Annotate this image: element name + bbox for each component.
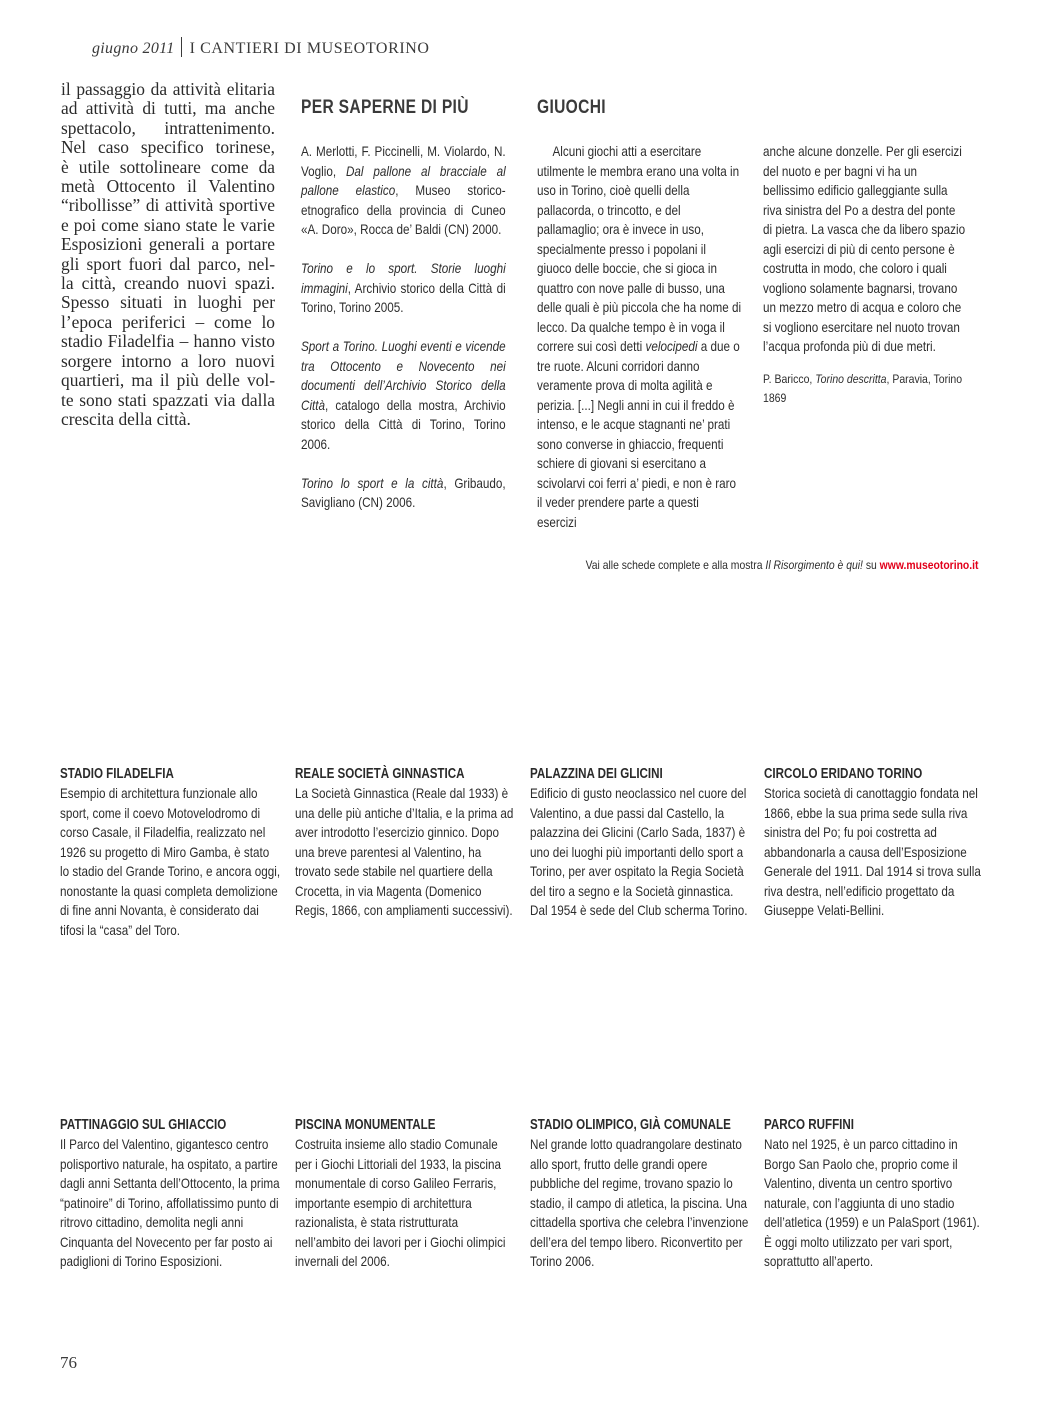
header-date: giugno 2011 — [92, 40, 175, 57]
card-body: La Società Ginnastica (Reale dal 1933) è una delle più antiche d’Italia, e la prima ad aver introdotto l’esercizio ginnico. Dopo una breve parentesi al Valentino, ha trovato sede stabile nel quartiere della Crocetta, in via Magenta (Domenico Regis, 1866, con ampliamenti successivi). — [295, 786, 514, 918]
giuochi-source: P. Baricco, Torino descritta, Paravia, Torino 1869 — [763, 371, 963, 405]
intro-line: la città, creando nuovi spazi. — [61, 273, 275, 294]
intro-line: e poi come siano state le varie — [61, 214, 275, 235]
card-stadio-filadelfia — [60, 765, 316, 940]
museum-link-line: Vai alle schede complete e alla mostra Il Risorgimento è qui! su www.museotorino.it — [585, 558, 978, 572]
intro-line: l’epoca periferici – come lo — [61, 311, 275, 332]
card-pattinaggio-sul-ghiaccio — [60, 1116, 316, 1272]
intro-line: Spesso situati in luoghi per — [61, 292, 275, 313]
card-title: PALAZZINA DEI GLICINI — [530, 766, 663, 782]
card-piscina-monumentale — [295, 1116, 551, 1272]
card-body: Esempio di architettura funzionale allo sport, come il coevo Motovelodromo di corso Casale, il Filadelfia, realizzato nel 1926 su progetto di Miro Gamba, è stato lo stadio del Grande Torino, e ancora oggi, nonostante la quasi completa demolizione di fine anni Novanta, è considerato dai tifosi la “casa” del Toro. — [60, 786, 281, 938]
giuochi-quote-continued: anche alcune donzelle. Per gli esercizi del nuoto e per bagni vi ha un bellissimo edificio galleggiante sulla riva sinistra del Po a destra del ponte di pietra. La vasca che da libero spazio agli esercizi di più di cento persone è costrutta in modo, che coloro i quali vogliono solamente bagnarsi, trovano un mezzo metro di acqua e coloro che si vogliono esercitare nel nuoto trovan l’acqua profonda più di due metri. — [763, 144, 966, 354]
header-title: I CANTIERI DI MUSEOTORINO — [189, 40, 430, 57]
intro-line: il passaggio da attività elitaria — [61, 79, 275, 99]
intro-line: crescita della città. — [61, 408, 191, 429]
intro-line: gli sport fuori dal parco, nel- — [61, 253, 275, 274]
card-body: Edificio di gusto neoclassico nel cuore del Valentino, a due passi dal Castello, la palazzina dei Glicini (Carlo Sada, 1837) è uno dei luoghi più importanti dello sport a Torino, per aver ospitato la Regia Società del tiro a segno e la Società ginnastica. Dal 1954 è sede del Club scherma Torino. — [530, 786, 748, 918]
bibliography-heading: PER SAPERNE DI PIÙ — [301, 97, 469, 118]
bibliography-entry: Torino lo sport e la città, Gribaudo, Savigliano (CN) 2006. — [301, 475, 506, 510]
running-header — [92, 37, 430, 59]
intro-line: metà Ottocento il Valentino — [61, 176, 275, 197]
card-palazzina-dei-glicini — [530, 765, 786, 921]
bibliography-entry: Torino e lo sport. Storie luoghi immagini, Archivio storico della Città di Torino, Torino 2005. — [301, 261, 506, 315]
intro-line: Nel caso specifico torinese, — [61, 137, 275, 158]
card-title: CIRCOLO ERIDANO TORINO — [764, 766, 923, 782]
bibliography-list — [301, 142, 539, 532]
card-reale-societa-ginnastica — [295, 765, 551, 921]
card-body: Il Parco del Valentino, gigantesco centro polisportivo naturale, ha ospitato, a partire dagli anni Settanta dell’Ottocento, la prima “patinoire” di Torino, affollatissimo punto di ritrovo cittadino, demolita negli anni Cinquanta del Novecento per far posto ai padiglioni di Torino Esposizioni. — [60, 1137, 280, 1269]
card-title: PARCO RUFFINI — [764, 1117, 855, 1133]
card-stadio-olimpico — [530, 1116, 786, 1272]
card-circolo-eridano-torino — [764, 765, 1020, 921]
intro-paragraph — [61, 80, 275, 429]
card-body: Storica società di canottaggio fondata nel 1866, ebbe la sua prima sede sulla riva sinistra del Po; fu poi costretta ad abbandonarla a causa dell’Esposizione Generale del 1911. Dal 1914 si trova sulla riva destra, nell’edificio progettato da Giuseppe Velati-Bellini. — [764, 786, 981, 918]
intro-line: “ribollisse” di attività sportive — [61, 195, 275, 216]
museotorino-link[interactable]: www.museotorino.it — [879, 558, 978, 572]
card-parco-ruffini — [764, 1116, 1020, 1272]
intro-line: quartieri, ma il più delle vol- — [61, 370, 275, 391]
bibliography-entry: A. Merlotti, F. Piccinelli, M. Violardo, N. Voglio, Dal pallone al bracciale al pallone elastico, Museo storico-etnografico della provincia di Cuneo «A. Doro», Rocca de’ Baldi (CN) 2000. — [301, 144, 506, 237]
intro-line: sorgere intorno a loro nuovi — [61, 350, 275, 371]
intro-line: te sono stati spazzati via dalla — [61, 389, 275, 410]
giuochi-quote-column-1 — [537, 142, 775, 532]
bibliography-entry: Sport a Torino. Luoghi eventi e vicende tra Ottocento e Novecento nei documenti dell’Archivio Storico della Città, catalogo della mostra, Archivio storico della Città di Torino, Torino 2006. — [301, 339, 506, 452]
giuochi-quote-text: Alcuni giochi atti a esercitare utilmente le membra erano una volta in uso in Torino, cioè quelli della pallacorda, o trincotto, e del pallamaglio; ora è invece in uso, specialmente presso i popolani il giuoco delle boccie, che si gioca in quattro con nove palle di busso, una delle quali è più piccola che ha nome di lecco. Da qualche tempo è in voga il correre sui così detti velocipedi a due o tre ruote. Alcuni corridori danno veramente prova di molta agilità e perizia. [...] Negli anni in cui il freddo è intenso, e le acque stagnanti ne’ prati sono converse in ghiaccio, frequenti schiere di giovani si esercitano a scivolarvi coi ferri a’ piedi, e non è raro il veder prendere parte a questi esercizi — [537, 144, 742, 530]
page-number: 76 — [60, 1353, 77, 1372]
card-title: PISCINA MONUMENTALE — [295, 1117, 436, 1133]
card-title: STADIO OLIMPICO, GIÀ COMUNALE — [530, 1117, 731, 1133]
card-title: STADIO FILADELFIA — [60, 766, 174, 782]
card-body: Nel grande lotto quadrangolare destinato allo sport, frutto delle grandi opere pubbliche del regime, trovano spazio lo stadio, il campo di atletica, la piscina. Una cittadella sportiva che celebra l’invenzione dell’era del tempo libero. Riconvertito per Torino 2006. — [530, 1137, 749, 1269]
intro-line: spettacolo, intrattenimento. — [61, 117, 275, 138]
intro-line: Esposizioni generali a portare — [61, 234, 275, 255]
intro-line: è utile sottolineare come da — [61, 156, 275, 177]
intro-line: ad attività di tutti, ma anche — [61, 98, 275, 119]
giuochi-quote-column-2 — [763, 142, 998, 409]
giuochi-heading: GIUOCHI — [537, 97, 606, 118]
intro-line: stadio Filadelfia – hanno visto — [61, 331, 275, 352]
card-title: PATTINAGGIO SUL GHIACCIO — [60, 1117, 227, 1133]
header-separator — [181, 37, 182, 57]
card-title: REALE SOCIETÀ GINNASTICA — [295, 766, 465, 782]
card-body: Nato nel 1925, è un parco cittadino in Borgo San Paolo che, proprio come il Valentino, diventa un centro sportivo naturale, con l’aggiunta di uno stadio dell’atletica (1959) e un PalaSport (1961). È oggi molto utilizzato per vari sport, soprattutto all’aperto. — [764, 1137, 980, 1269]
card-body: Costruita insieme allo stadio Comunale per i Giochi Littoriali del 1933, la piscina monumentale di corso Galileo Ferraris, importante esempio di architettura razionalista, è stata ristrutturata nell’ambito dei lavori per i Giochi olimpici invernali del 2006. — [295, 1137, 506, 1269]
